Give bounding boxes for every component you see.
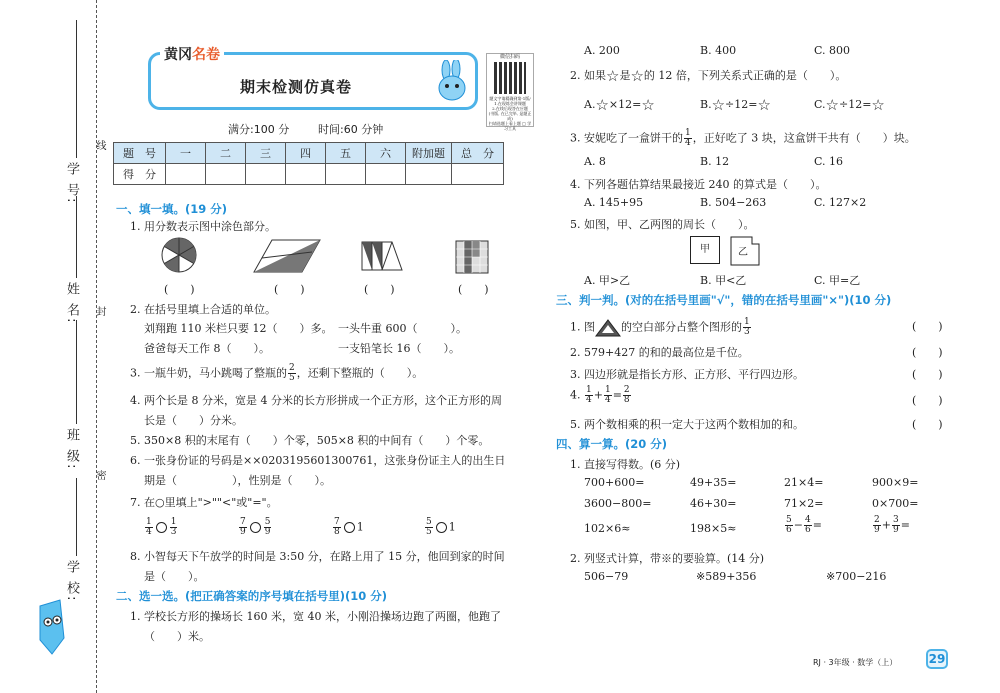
calc-item: 700+600= [584, 476, 645, 489]
pencil-mascot-icon [30, 598, 74, 658]
star-icon: ☆ [641, 96, 655, 114]
score-header-cell: 总 分 [452, 143, 504, 164]
s2-q5-option-c[interactable]: C. 甲=乙 [814, 274, 861, 287]
s3-q1-answer[interactable]: ( ) [912, 320, 943, 333]
s1-q6b: 期是（ ），性别是（ ）。 [144, 474, 331, 487]
calc-item: 198×5≈ [690, 522, 737, 535]
s1-q6a: 6. 一张身份证的号码是××0203195601300761，这张身份证主人的出生日 [130, 454, 506, 467]
star-icon: ☆ [606, 67, 620, 85]
star-icon: ☆ [630, 67, 644, 85]
s2-q3: 3. 安妮吃了一盒饼干的 $\frac{1}{4}$ ，正好吃了 3 块，这盒饼干共有（ ）块。 [570, 128, 916, 148]
s1-q1-answer-1[interactable]: ( ) [164, 283, 195, 296]
s3-q3-answer[interactable]: ( ) [912, 368, 943, 381]
score-header-cell: 二 [206, 143, 246, 164]
section-4-heading: 四、算一算。(20 分) [556, 437, 668, 451]
s1-q5: 5. 350×8 积的末尾有（ ）个零，505×8 积的中间有（ ）个零。 [130, 434, 490, 447]
compare-item-3: $\frac{7}{8}$ 1 [334, 517, 364, 537]
s2-q5-option-b[interactable]: B. 甲<乙 [700, 274, 747, 287]
star-icon: ☆ [711, 96, 726, 114]
s3-q4-answer[interactable]: ( ) [912, 394, 943, 407]
score-header-cell: 一 [166, 143, 206, 164]
s1-q4a: 4. 两个长是 8 分米，宽是 4 分米的长方形拼成一个正方形，这个正方形的周 [130, 394, 502, 407]
section-1-heading: 一、填一填。(19 分) [116, 202, 228, 216]
score-header-cell: 四 [286, 143, 326, 164]
s1-q2a: 刘翔跑 110 米栏只要 12（ ）多。 [144, 322, 333, 335]
s2-q4-option-b[interactable]: B. 504−263 [700, 196, 767, 209]
s3-q2-answer[interactable]: ( ) [912, 346, 943, 359]
compare-circle[interactable] [344, 522, 355, 533]
rabbit-mascot-icon [432, 60, 472, 104]
calc-item: 21×4= [784, 476, 824, 489]
school-line [76, 478, 77, 556]
score-header-cell: 五 [326, 143, 366, 164]
s1-q1-answer-4[interactable]: ( ) [458, 283, 489, 296]
score-header-cell: 附加题 [406, 143, 452, 164]
calc-item: 0×700= [872, 497, 919, 510]
vertical-calc-item: 506−79 [584, 570, 629, 583]
star-icon: ☆ [871, 96, 885, 114]
parallelogram-figure [252, 238, 322, 274]
score-header-cell: 六 [366, 143, 406, 164]
calc-item: 49+35= [690, 476, 737, 489]
score-cell[interactable] [206, 164, 246, 185]
s1-q1-answer-2[interactable]: ( ) [274, 283, 305, 296]
score-cell[interactable] [246, 164, 286, 185]
s2-q2-option-b[interactable]: B.☆÷12=☆ [700, 96, 771, 114]
s2-q2-option-c[interactable]: C.☆÷12=☆ [814, 96, 885, 114]
s1-q2d: 一支铅笔长 16（ ）。 [338, 342, 460, 355]
student-number-label: 学 号: [64, 162, 79, 205]
s2-q2-option-a[interactable]: A.☆×12=☆ [584, 96, 655, 114]
star-icon: ☆ [757, 96, 771, 114]
fraction: $\frac{1}{4}$ [685, 128, 691, 148]
star-icon: ☆ [595, 96, 609, 114]
s1-q8a: 8. 小智每天下午放学的时间是 3:50 分，在路上用了 15 分，他回到家的时间 [130, 550, 505, 563]
grid-square-figure [455, 240, 489, 274]
s1-q2b: 一头牛重 600（ ）。 [338, 322, 467, 335]
score-cell[interactable] [406, 164, 452, 185]
calc-item: 71×2= [784, 497, 824, 510]
fraction: $\frac{2}{5}$ [289, 363, 295, 383]
s2-q4: 4. 下列各题估算结果最接近 240 的算式是（ ）。 [570, 178, 827, 191]
s2-q1-option-b[interactable]: B. 400 [700, 44, 737, 57]
section-2-heading: 二、选一选。(把正确答案的序号填在括号里)(10 分) [116, 589, 388, 603]
s2-q1a: 1. 学校长方形的操场长 160 米，宽 40 米，小刚沿操场边跑了两圈，他跑了 [130, 610, 501, 623]
score-cell[interactable] [452, 164, 504, 185]
calc-frac-item: $\frac{2}{9}$ + $\frac{3}{9}$ = [874, 515, 910, 535]
footer-grade-label: RJ · 3年级 · 数学（上） [813, 658, 898, 667]
s3-q5-answer[interactable]: ( ) [912, 418, 943, 431]
vertical-calc-item: ※700−216 [826, 570, 887, 583]
s1-q8b: 是（ ）。 [144, 570, 205, 583]
compare-circle[interactable] [250, 522, 261, 533]
compare-circle[interactable] [436, 522, 447, 533]
s2-q4-option-a[interactable]: A. 145+95 [584, 196, 644, 209]
star-icon: ☆ [825, 96, 839, 114]
s1-q2-text: 2. 在括号里填上合适的单位。 [130, 303, 276, 316]
s1-q3: 3. 一瓶牛奶，马小跳喝了整瓶的 $\frac{2}{5}$ ，还剩下整瓶的（ ）。 [130, 363, 424, 383]
binding-dashed-line [96, 0, 97, 693]
score-cell[interactable] [366, 164, 406, 185]
qr-code-panel[interactable]: 微信扫码 题文字请精确到第-1版/ 1.在现练会讲课题 2.在线后现答在应题 (书版, 在已完毕, 是题正成) 扫请选题上看上题 □ 学习工具 [486, 53, 534, 127]
s2-q5: 5. 如图，甲、乙两图的周长（ ）。 [570, 218, 755, 231]
full-score: 满分:100 分 [228, 123, 290, 136]
s3-q2: 2. 579+427 的和的最高位是千位。 [570, 346, 749, 359]
student-number-line [76, 20, 77, 158]
s4-q1: 1. 直接写得数。(6 分) [570, 458, 681, 471]
score-table [113, 142, 504, 185]
score-cell[interactable] [326, 164, 366, 185]
class-line [76, 320, 77, 424]
s2-q1b: （ ）米。 [144, 630, 210, 643]
calc-item: 102×6≈ [584, 522, 631, 535]
s2-q3-option-b[interactable]: B. 12 [700, 155, 730, 168]
s2-q3-option-c[interactable]: C. 16 [814, 155, 844, 168]
s3-q4: 4. $\frac{1}{4}$ + $\frac{1}{4}$ = $\frac{2}{8}$ [570, 385, 630, 405]
binding-mi: 密 [94, 470, 105, 480]
score-header-cell: 题 号 [114, 143, 166, 164]
student-name-line [76, 196, 77, 278]
s2-q4-option-c[interactable]: C. 127×2 [814, 196, 867, 209]
compare-circle[interactable] [156, 522, 167, 533]
shape-yi-label: 乙 [738, 247, 748, 258]
brand-logo: 黄冈名卷 [160, 44, 224, 64]
s3-q3: 3. 四边形就是指长方形、正方形、平行四边形。 [570, 368, 804, 381]
section-3-heading: 三、判一判。(对的在括号里画"√"，错的在括号里画"×")(10 分) [556, 293, 892, 307]
s1-q7-text: 7. 在○里填上">""<"或"="。 [130, 496, 278, 509]
s2-q1-option-a[interactable]: A. 200 [584, 44, 620, 57]
s2-q3-option-a[interactable]: A. 8 [584, 155, 606, 168]
s1-q1-answer-3[interactable]: ( ) [364, 283, 395, 296]
time-limit: 时间:60 分钟 [318, 123, 384, 136]
school-label: 学 校: [64, 560, 79, 603]
shape-jia: 甲 [690, 236, 720, 264]
calc-item: 900×9= [872, 476, 919, 489]
s2-q1-option-c[interactable]: C. 800 [814, 44, 851, 57]
calc-item: 46+30= [690, 497, 737, 510]
s1-q4b: 长是（ ）分米。 [144, 414, 243, 427]
s2-q2: 2. 如果☆是☆的 12 倍，下列关系式正确的是（ ）。 [570, 67, 847, 85]
calc-frac-item: $\frac{5}{6}$ − $\frac{4}{6}$ = [786, 515, 822, 535]
trapezoid-figure [360, 240, 404, 272]
pie-figure [160, 236, 198, 274]
page-number: 29 [926, 649, 948, 669]
triangle-figure-icon [595, 319, 621, 337]
s4-q2: 2. 列竖式计算，带※的要验算。(14 分) [570, 552, 765, 565]
class-label: 班 级: [64, 428, 79, 471]
score-row-label: 得 分 [114, 164, 166, 185]
s1-q2c: 爸爸每天工作 8（ ）。 [144, 342, 270, 355]
vertical-calc-item: ※589+356 [696, 570, 757, 583]
score-cell[interactable] [286, 164, 326, 185]
student-name-label: 姓 名: [64, 282, 79, 325]
binding-feng: 封 [94, 306, 105, 316]
compare-item-1: $\frac{1}{4}$ $\frac{1}{3}$ [146, 517, 177, 537]
s3-q1: 1. 图 的空白部分占整个图形的 $\frac{1}{3}$ [570, 317, 750, 337]
qr-code-icon[interactable] [494, 62, 526, 94]
calc-item: 3600−800= [584, 497, 652, 510]
score-cell[interactable] [166, 164, 206, 185]
page-title: 期末检测仿真卷 [240, 78, 353, 96]
binding-xian: 线 [94, 140, 105, 150]
compare-item-4: $\frac{5}{5}$ 1 [426, 517, 456, 537]
score-header-cell: 三 [246, 143, 286, 164]
s2-q5-option-a[interactable]: A. 甲>乙 [584, 274, 631, 287]
compare-item-2: $\frac{7}{9}$ $\frac{5}{9}$ [240, 517, 271, 537]
s3-q5: 5. 两个数相乘的积一定大于这两个数相加的和。 [570, 418, 804, 431]
s1-q1-text: 1. 用分数表示图中涂色部分。 [130, 220, 276, 233]
